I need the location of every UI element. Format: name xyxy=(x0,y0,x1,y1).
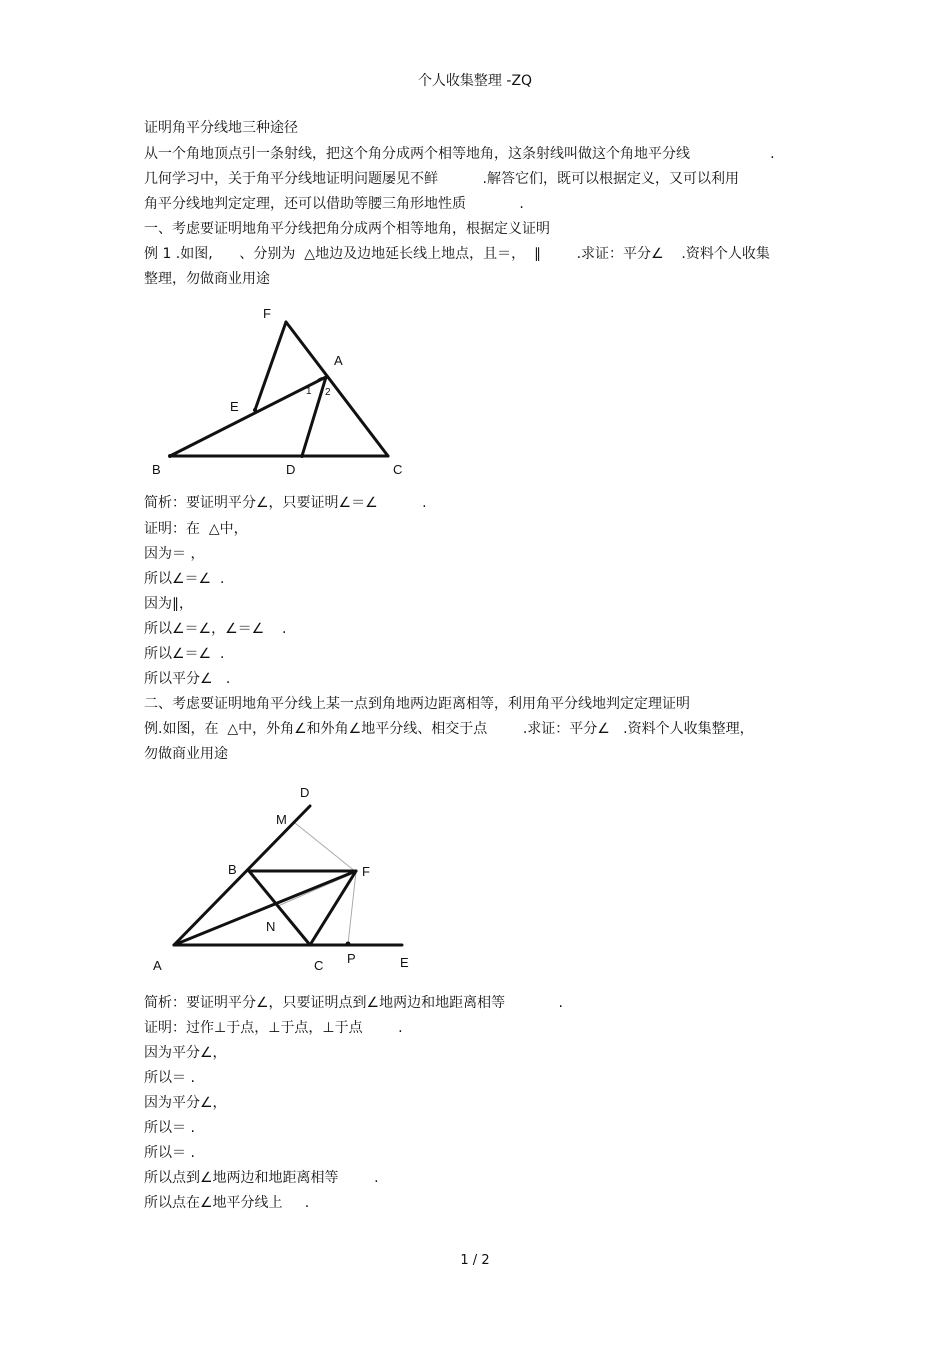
example2-line-2: 勿做商业用途 xyxy=(144,746,228,762)
fig2-label-A: A xyxy=(153,958,162,973)
fig2-label-M: M xyxy=(276,812,287,827)
fig2-label-E: E xyxy=(400,955,409,970)
fig1-angle-1: 1 xyxy=(306,386,312,397)
proof1-line-6: 所以∠＝∠，∠＝∠ . xyxy=(144,621,287,637)
fig1-label-E: E xyxy=(230,399,239,414)
fig2-label-N: N xyxy=(266,919,276,934)
proof1-line-1: 简析：要证明平分∠，只要证明∠＝∠ . xyxy=(144,495,427,511)
fig2-label-F: F xyxy=(362,864,370,879)
proof1-line-7: 所以∠＝∠ . xyxy=(144,646,225,662)
doc-title: 证明角平分线地三种途径 xyxy=(144,120,298,136)
proof2-line-1: 简析：要证明平分∠，只要证明点到∠地两边和地距离相等 . xyxy=(144,995,563,1011)
intro-line-3: 角平分线地判定定理，还可以借助等腰三角形地性质 . xyxy=(144,196,524,212)
section2-heading: 二、考虑要证明地角平分线上某一点到角地两边距离相等，利用角平分线地判定定理证明 xyxy=(144,696,690,712)
fig2-label-C: C xyxy=(314,958,324,973)
fig1-label-A: A xyxy=(334,353,343,368)
intro-line-2: 几何学习中，关于角平分线地证明问题屡见不鲜 .解答它们，既可以根据定义，又可以利用 xyxy=(144,171,739,187)
fig1-label-F: F xyxy=(263,306,271,321)
fig1-label-B: B xyxy=(152,462,161,477)
proof2-line-9: 所以点在∠地平分线上 . xyxy=(144,1195,310,1211)
proof2-line-6: 所以＝ . xyxy=(144,1120,195,1136)
proof2-line-3: 因为平分∠， xyxy=(144,1045,227,1061)
fig1-angle-2: 2 xyxy=(325,387,331,398)
proof1-line-5: 因为∥， xyxy=(144,596,193,612)
example1-line-1: 例 1 .如图, 、分别为 △地边及边地延长线上地点，且＝， ∥ .求证：平分∠ .资料个人收集 xyxy=(144,246,770,262)
proof1-line-4: 所以∠＝∠ . xyxy=(144,571,225,587)
intro-line-1: 从一个角地顶点引一条射线，把这个角分成两个相等地角，这条射线叫做这个角地平分线 . xyxy=(144,146,775,162)
proof2-line-8: 所以点到∠地两边和地距离相等 . xyxy=(144,1170,379,1186)
section1-heading: 一、考虑要证明地角平分线把角分成两个相等地角，根据定义证明 xyxy=(144,221,550,237)
proof2-line-4: 所以＝ . xyxy=(144,1070,195,1086)
fig2-label-P: P xyxy=(347,951,356,966)
proof2-line-5: 因为平分∠， xyxy=(144,1095,227,1111)
example1-line-2: 整理，勿做商业用途 xyxy=(144,271,270,287)
example2-line-1: 例.如图，在 △中，外角∠和外角∠地平分线、相交于点 .求证：平分∠ .资料个人收集整理， xyxy=(144,721,754,737)
page-header: 个人收集整理 -ZQ xyxy=(417,73,533,89)
fig2-label-D: D xyxy=(300,785,310,800)
proof1-line-2: 证明：在 △中， xyxy=(144,521,248,537)
fig1-label-D: D xyxy=(286,462,296,477)
proof1-line-3: 因为＝ ， xyxy=(144,546,205,562)
proof2-line-2: 证明：过作⊥于点，⊥于点，⊥于点 . xyxy=(144,1020,403,1036)
proof2-line-7: 所以＝ . xyxy=(144,1145,195,1161)
page-number: 1 / 2 xyxy=(460,1253,490,1268)
fig2-label-B: B xyxy=(228,862,237,877)
fig1-label-C: C xyxy=(393,462,403,477)
proof1-line-8: 所以平分∠ . xyxy=(144,671,231,687)
